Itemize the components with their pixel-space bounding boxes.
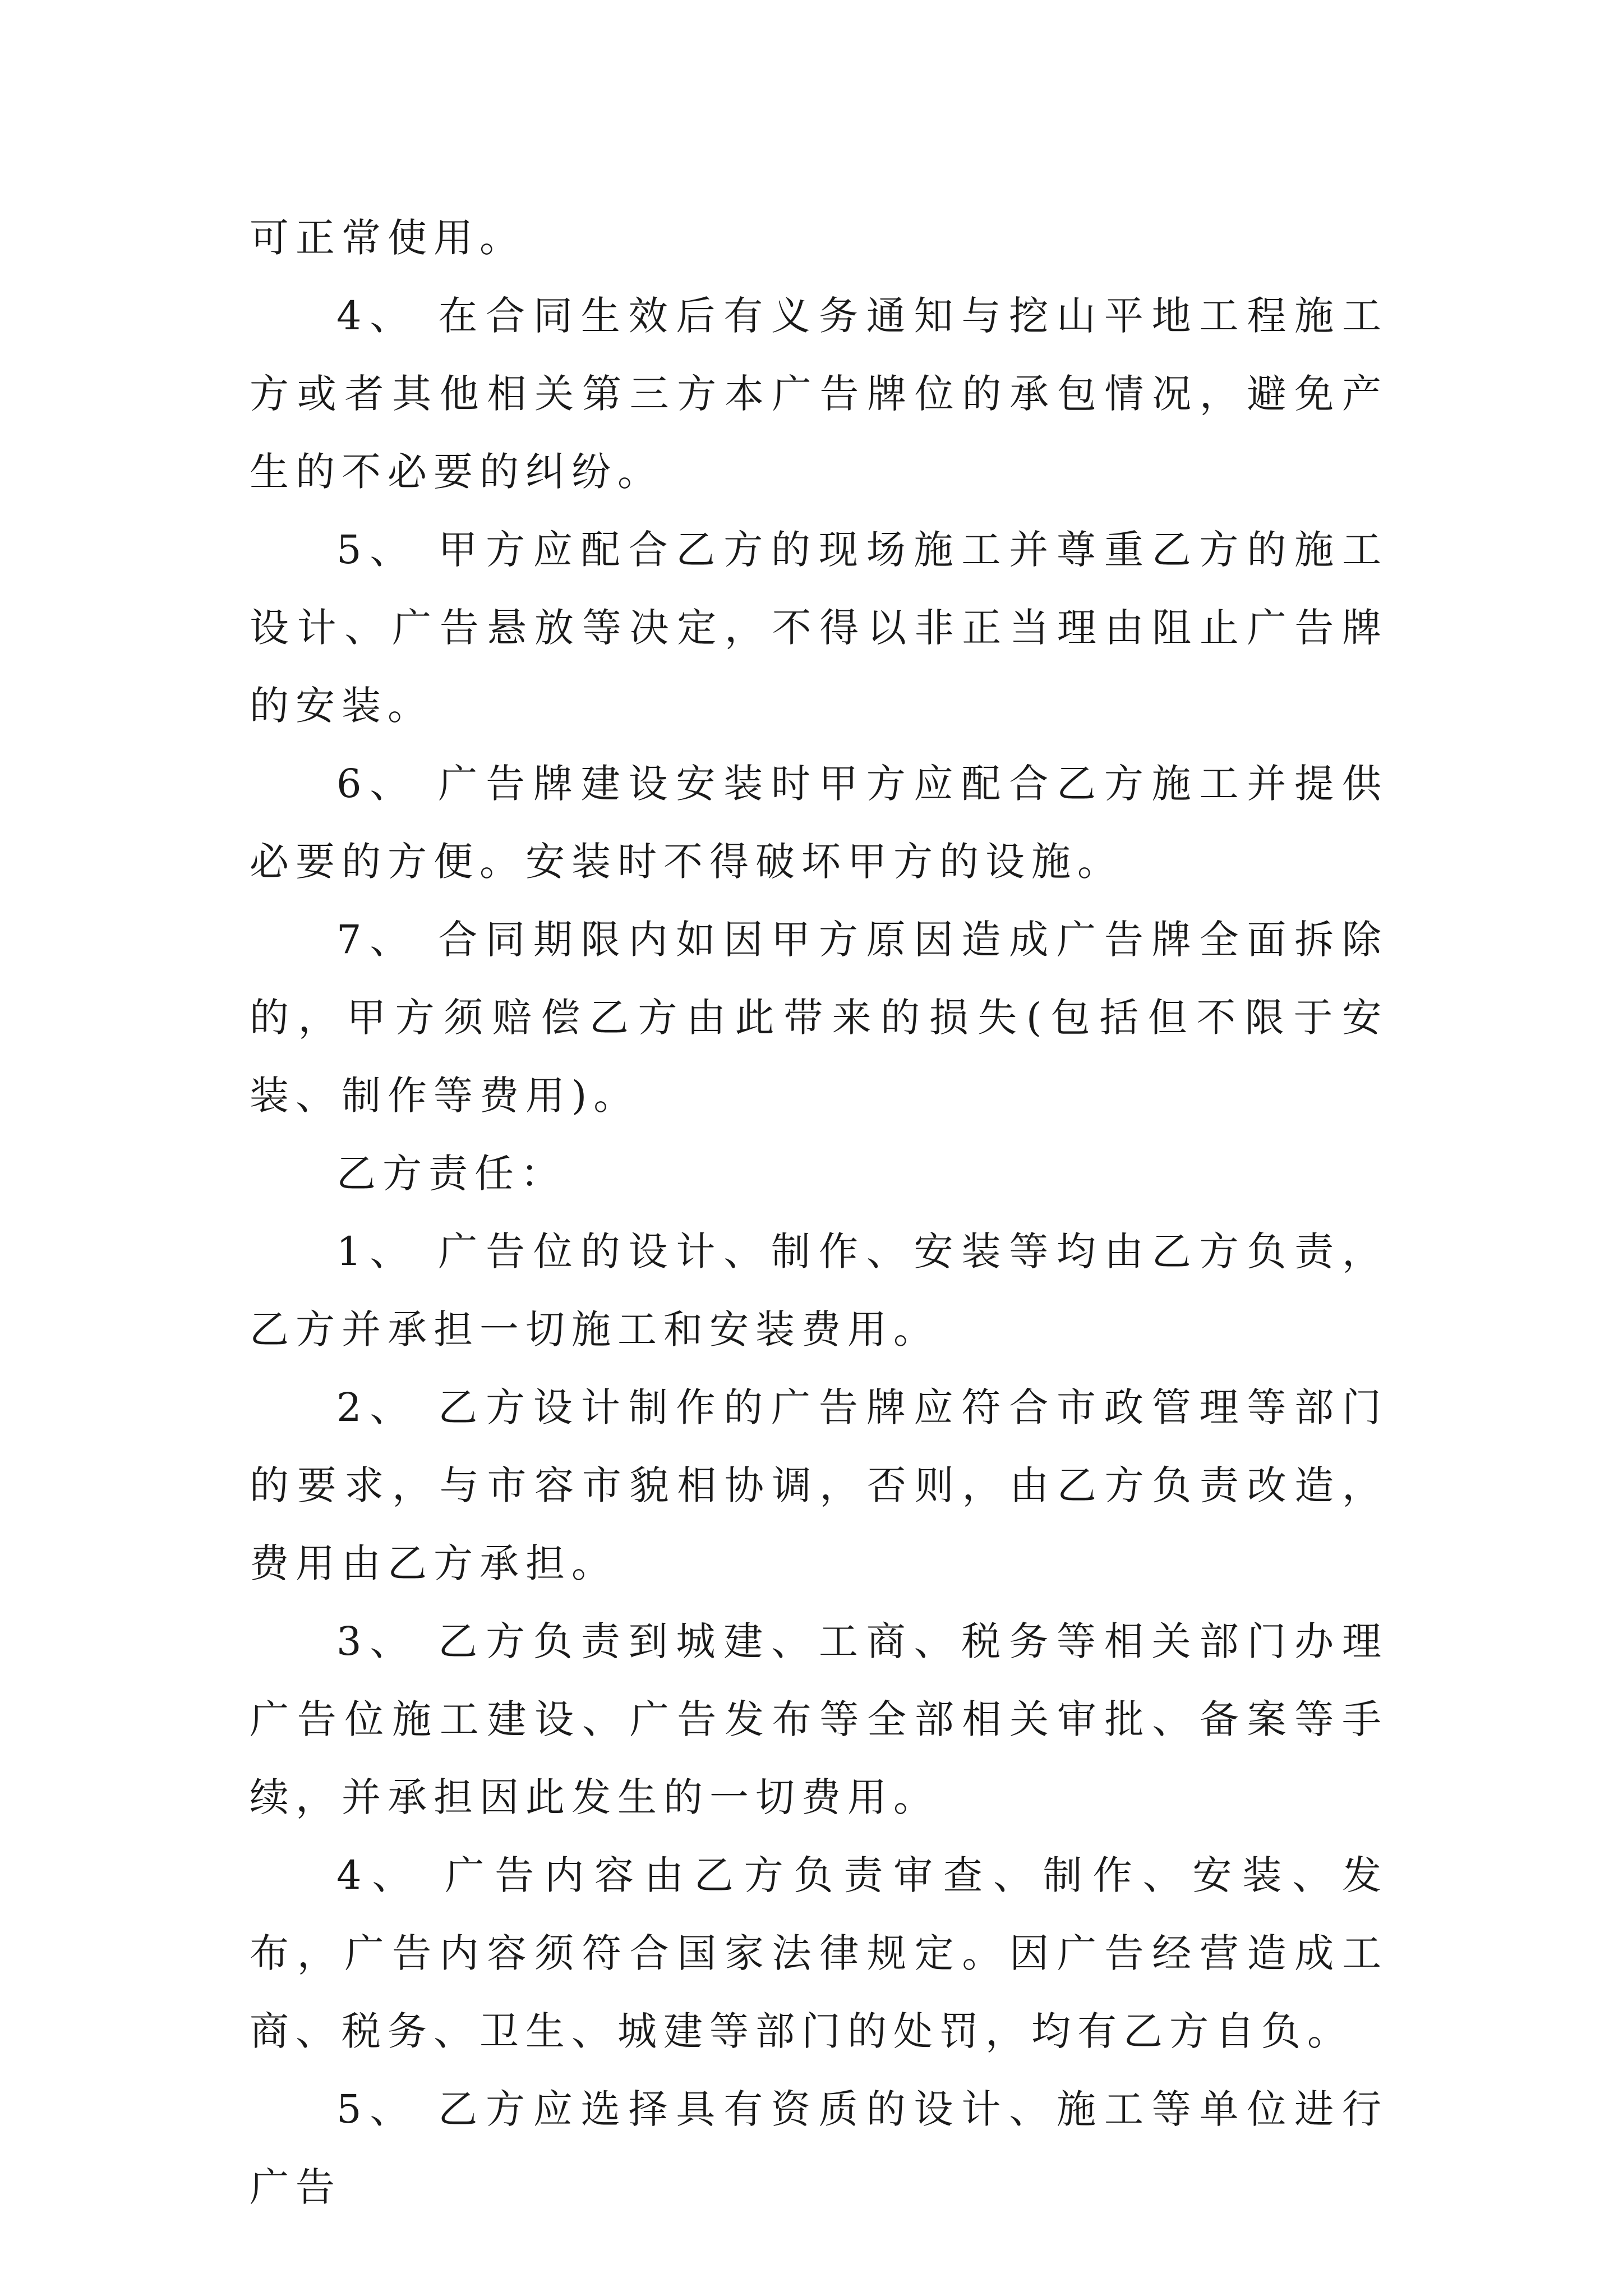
paragraph-party-a-item-4: 4、 在合同生效后有义务通知与挖山平地工程施工方或者其他相关第三方本广告牌位的承包情况，避免产生的不必要的纠纷。 xyxy=(250,293,1388,495)
paragraph-party-a-item-5: 5、 甲方应配合乙方的现场施工并尊重乙方的施工设计、广告悬放等决定，不得以非正当理由阻止广告牌的安装。 xyxy=(250,527,1388,729)
paragraph-party-b-item-2: 2、 乙方设计制作的广告牌应符合市政管理等部门的要求，与市容市貌相协调，否则，由乙方负责改造，费用由乙方承担。 xyxy=(250,1384,1388,1586)
paragraph-party-b-item-5: 5、 乙方应选择具有资质的设计、施工等单位进行广告 xyxy=(250,2086,1388,2210)
paragraph-continuation: 可正常使用。 xyxy=(250,215,525,261)
paragraph-party-a-item-7: 7、 合同期限内如因甲方原因造成广告牌全面拆除的，甲方须赔偿乙方由此带来的损失(包括但不限于安装、制作等费用)。 xyxy=(250,917,1388,1119)
document-body xyxy=(250,199,1388,2226)
section-heading-party-b: 乙方责任： xyxy=(336,1151,566,1197)
paragraph-party-a-item-6: 6、 广告牌建设安装时甲方应配合乙方施工并提供必要的方便。安装时不得破坏甲方的设施。 xyxy=(250,761,1388,885)
paragraph-party-b-item-4: 4、 广告内容由乙方负责审查、制作、安装、发布，广告内容须符合国家法律规定。因广告经营造成工商、税务、卫生、城建等部门的处罚，均有乙方自负。 xyxy=(250,1852,1388,2054)
paragraph-party-b-item-3: 3、 乙方负责到城建、工商、税务等相关部门办理广告位施工建设、广告发布等全部相关审批、备案等手续，并承担因此发生的一切费用。 xyxy=(250,1618,1388,1820)
paragraph-party-b-item-1: 1、 广告位的设计、制作、安装等均由乙方负责，乙方并承担一切施工和安装费用。 xyxy=(250,1228,1388,1352)
